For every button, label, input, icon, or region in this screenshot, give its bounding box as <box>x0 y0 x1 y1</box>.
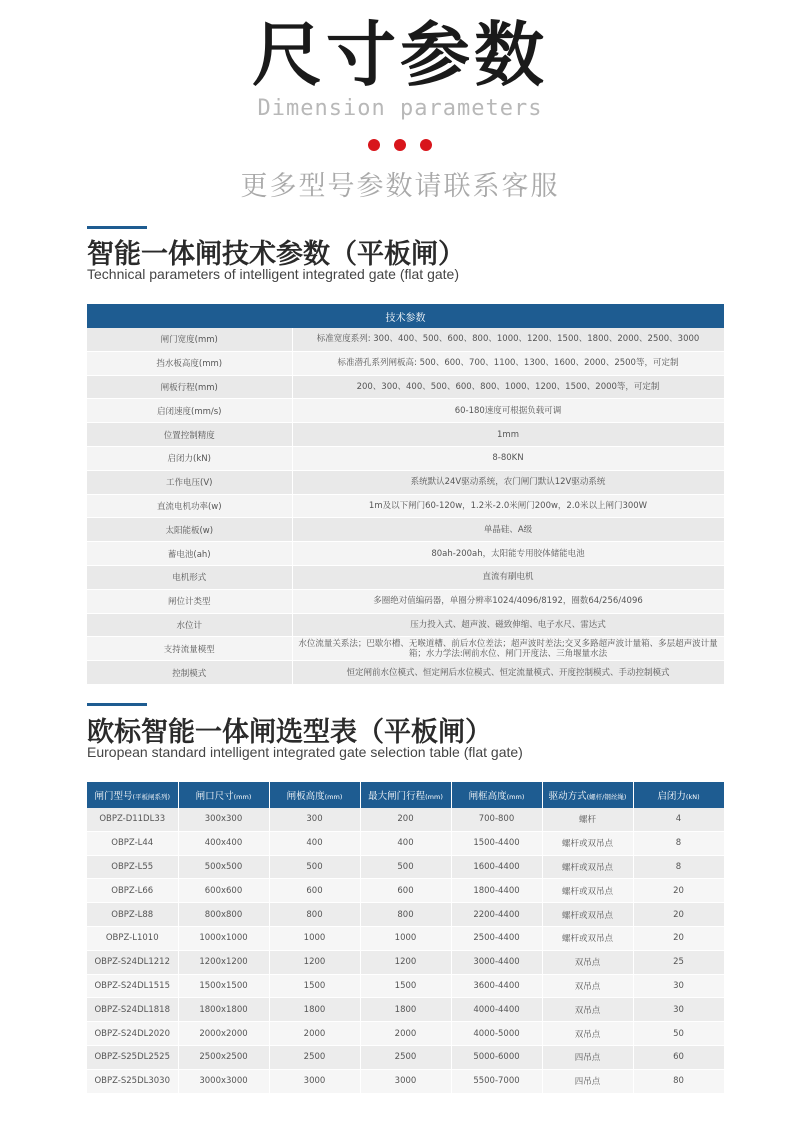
column-header-unit: (平板闸系列) <box>132 793 171 801</box>
param-label: 启闭速度(mm/s) <box>87 399 292 423</box>
table-cell: 60 <box>633 1045 724 1069</box>
section-title-selection: 欧标智能一体闸选型表（平板闸） <box>87 717 492 748</box>
param-label: 太阳能板(w) <box>87 518 292 542</box>
param-label: 蓄电池(ah) <box>87 542 292 566</box>
table-cell: 1200 <box>269 950 360 974</box>
table-cell: 1500x1500 <box>178 974 269 998</box>
table-cell: OBPZ-S25DL2525 <box>87 1045 178 1069</box>
table-cell: 30 <box>633 998 724 1022</box>
param-label: 水位计 <box>87 613 292 637</box>
column-header-unit: (mm) <box>506 793 525 801</box>
table-cell: 1500-4400 <box>451 831 542 855</box>
page-title: 尺寸参数 <box>252 14 548 96</box>
param-value: 1m及以下闸门60-120w，1.2米-2.0米闸门200w，2.0米以上闸门300W <box>292 494 724 518</box>
table-row <box>87 974 724 998</box>
section-subtitle-selection: European standard intelligent integrated gate selection table (flat gate) <box>87 744 523 760</box>
column-header-label: 闸口尺寸 <box>195 791 234 802</box>
param-label: 电机形式 <box>87 565 292 589</box>
param-label: 闸板行程(mm) <box>87 375 292 399</box>
table-cell: 双吊点 <box>542 1022 633 1046</box>
table-row <box>87 879 724 903</box>
table-cell: 螺杆或双吊点 <box>542 855 633 879</box>
table-cell: 5500-7000 <box>451 1069 542 1093</box>
table-row <box>87 494 724 518</box>
param-label: 闸位计类型 <box>87 589 292 613</box>
table-row <box>87 1022 724 1046</box>
table-cell: 1800x1800 <box>178 998 269 1022</box>
table-cell: 4000-4400 <box>451 998 542 1022</box>
table-row <box>87 470 724 494</box>
table-row <box>87 613 724 637</box>
table-row <box>87 637 724 661</box>
table-cell: OBPZ-S24DL1515 <box>87 974 178 998</box>
table-cell: 3000 <box>360 1069 451 1093</box>
table-cell: 30 <box>633 974 724 998</box>
table-cell: OBPZ-S24DL2020 <box>87 1022 178 1046</box>
column-header-unit: (mm) <box>233 793 252 801</box>
table-row <box>87 1069 724 1093</box>
table-cell: 8 <box>633 831 724 855</box>
table-header: 技术参数 <box>87 304 724 328</box>
table-cell: 2500-4400 <box>451 926 542 950</box>
table-cell: 800x800 <box>178 903 269 927</box>
param-value: 200、300、400、500、600、800、1000、1200、1500、2000等，可定制 <box>292 375 724 399</box>
table-cell: 1200 <box>360 950 451 974</box>
table-cell: 1500 <box>269 974 360 998</box>
param-value: 压力投入式、超声波、磁致伸缩、电子水尺、雷达式 <box>292 613 724 637</box>
table-cell: 螺杆或双吊点 <box>542 831 633 855</box>
column-header-unit: (螺杆/钢丝绳) <box>586 793 627 801</box>
table-cell: 2500 <box>360 1045 451 1069</box>
table-cell: 1000x1000 <box>178 926 269 950</box>
table-cell: 四吊点 <box>542 1069 633 1093</box>
table-cell: 800 <box>360 903 451 927</box>
table-cell: 300x300 <box>178 808 269 831</box>
section-divider <box>87 703 147 706</box>
param-value: 水位流量关系法；巴歇尔槽、无喉道槽、前后水位差法；超声波时差法;交叉多路超声波计量箱、多层超声波计量箱；水力学法:闸前水位、闸门开度法、三角堰量水法 <box>292 637 724 661</box>
param-label: 位置控制精度 <box>87 423 292 447</box>
table-cell: 400 <box>269 831 360 855</box>
table-cell: OBPZ-S24DL1212 <box>87 950 178 974</box>
section-subtitle-tech: Technical parameters of intelligent integrated gate (flat gate) <box>87 266 459 282</box>
table-cell: 双吊点 <box>542 998 633 1022</box>
table-cell: 2000x2000 <box>178 1022 269 1046</box>
table-cell: 四吊点 <box>542 1045 633 1069</box>
column-header <box>269 782 360 808</box>
red-dot-icon <box>420 139 432 151</box>
table-cell: 1800 <box>360 998 451 1022</box>
table-cell: 25 <box>633 950 724 974</box>
table-cell: 800 <box>269 903 360 927</box>
table-cell: 4000-5000 <box>451 1022 542 1046</box>
table-row <box>87 328 724 351</box>
param-label: 挡水板高度(mm) <box>87 351 292 375</box>
table-cell: 600 <box>360 879 451 903</box>
param-label: 启闭力(kN) <box>87 446 292 470</box>
column-header <box>633 782 724 808</box>
table-cell: 3000x3000 <box>178 1069 269 1093</box>
column-header <box>451 782 542 808</box>
table-row <box>87 542 724 566</box>
table-row <box>87 831 724 855</box>
table-row <box>87 808 724 831</box>
table-row <box>87 926 724 950</box>
table-cell: 1000 <box>269 926 360 950</box>
param-label: 控制模式 <box>87 661 292 685</box>
table-cell: 80 <box>633 1069 724 1093</box>
table-cell: OBPZ-S25DL3030 <box>87 1069 178 1093</box>
table-cell: 5000-6000 <box>451 1045 542 1069</box>
table-row <box>87 351 724 375</box>
table-cell: 2500 <box>269 1045 360 1069</box>
section-divider <box>87 226 147 229</box>
table-cell: 20 <box>633 879 724 903</box>
table-cell: 1800-4400 <box>451 879 542 903</box>
param-value: 多圈绝对值编码器，单圈分辨率1024/4096/8192，圈数64/256/4096 <box>292 589 724 613</box>
param-value: 单晶硅、A级 <box>292 518 724 542</box>
table-cell: 50 <box>633 1022 724 1046</box>
table-cell: 700-800 <box>451 808 542 831</box>
contact-note: 更多型号参数请联系客服 <box>240 171 560 202</box>
table-cell: 螺杆或双吊点 <box>542 926 633 950</box>
table-row <box>87 903 724 927</box>
table-cell: 400x400 <box>178 831 269 855</box>
table-cell: 1500 <box>360 974 451 998</box>
param-value: 标准宽度系列: 300、400、500、600、800、1000、1200、1500、1800、2000、2500、3000 <box>292 328 724 351</box>
column-header <box>360 782 451 808</box>
table-cell: 20 <box>633 903 724 927</box>
column-header <box>87 782 178 808</box>
table-cell: 500 <box>360 855 451 879</box>
table-cell: 1200x1200 <box>178 950 269 974</box>
table-cell: 1800 <box>269 998 360 1022</box>
param-value: 80ah-200ah，太阳能专用胶体储能电池 <box>292 542 724 566</box>
column-header-label: 启闭力 <box>657 791 686 802</box>
table-cell: 双吊点 <box>542 974 633 998</box>
table-cell: 400 <box>360 831 451 855</box>
table-cell: 200 <box>360 808 451 831</box>
table-cell: OBPZ-L88 <box>87 903 178 927</box>
table-cell: 1000 <box>360 926 451 950</box>
table-cell: 2000 <box>269 1022 360 1046</box>
red-dot-icon <box>368 139 380 151</box>
table-cell: 600x600 <box>178 879 269 903</box>
column-header-label: 闸板高度 <box>286 791 325 802</box>
table-cell: 3000 <box>269 1069 360 1093</box>
table-cell: 500x500 <box>178 855 269 879</box>
page-subtitle: Dimension parameters <box>257 96 543 121</box>
selection-table <box>87 782 725 1094</box>
table-row <box>87 446 724 470</box>
table-row <box>87 589 724 613</box>
param-value: 8-80KN <box>292 446 724 470</box>
table-cell: 300 <box>269 808 360 831</box>
table-cell: OBPZ-L44 <box>87 831 178 855</box>
table-cell: 螺杆或双吊点 <box>542 903 633 927</box>
param-value: 60-180速度可根据负载可调 <box>292 399 724 423</box>
table-cell: 20 <box>633 926 724 950</box>
param-label: 直流电机功率(w) <box>87 494 292 518</box>
table-row <box>87 399 724 423</box>
table-row <box>87 1045 724 1069</box>
table-cell: 8 <box>633 855 724 879</box>
tech-params-table <box>87 304 725 685</box>
param-value: 直流有刷电机 <box>292 565 724 589</box>
column-header-unit: (mm) <box>324 793 343 801</box>
table-cell: 螺杆 <box>542 808 633 831</box>
column-header-label: 驱动方式 <box>548 791 587 802</box>
param-value: 标准潜孔系列闸板高: 500、600、700、1100、1300、1600、2000、2500等，可定制 <box>292 351 724 375</box>
column-header-label: 闸框高度 <box>468 791 507 802</box>
table-cell: 双吊点 <box>542 950 633 974</box>
table-row <box>87 855 724 879</box>
table-cell: 600 <box>269 879 360 903</box>
table-row <box>87 950 724 974</box>
red-dot-icon <box>394 139 406 151</box>
table-row <box>87 998 724 1022</box>
table-cell: 1600-4400 <box>451 855 542 879</box>
param-label: 工作电压(V) <box>87 470 292 494</box>
column-header-unit: (kN) <box>685 793 700 801</box>
column-header <box>542 782 633 808</box>
table-cell: OBPZ-L1010 <box>87 926 178 950</box>
table-cell: 3600-4400 <box>451 974 542 998</box>
column-header <box>178 782 269 808</box>
decorative-dots <box>0 139 800 151</box>
table-cell: 4 <box>633 808 724 831</box>
table-row <box>87 423 724 447</box>
table-row <box>87 375 724 399</box>
param-label: 支持流量模型 <box>87 637 292 661</box>
column-header-label: 闸门型号 <box>94 791 133 802</box>
section-title-tech: 智能一体闸技术参数（平板闸） <box>87 239 465 270</box>
table-cell: 2000 <box>360 1022 451 1046</box>
column-header-unit: (mm) <box>425 793 443 801</box>
table-row <box>87 565 724 589</box>
table-row <box>87 518 724 542</box>
table-cell: 3000-4400 <box>451 950 542 974</box>
column-header-label: 最大闸门行程 <box>368 791 426 802</box>
param-label: 闸门宽度(mm) <box>87 328 292 351</box>
table-cell: OBPZ-D11DL33 <box>87 808 178 831</box>
param-value: 1mm <box>292 423 724 447</box>
table-row <box>87 661 724 685</box>
table-cell: OBPZ-S24DL1818 <box>87 998 178 1022</box>
param-value: 恒定闸前水位模式、恒定闸后水位模式、恒定流量模式、开度控制模式、手动控制模式 <box>292 661 724 685</box>
table-cell: OBPZ-L66 <box>87 879 178 903</box>
param-value: 系统默认24V驱动系统，农门闸门默认12V驱动系统 <box>292 470 724 494</box>
table-cell: OBPZ-L55 <box>87 855 178 879</box>
table-cell: 2500x2500 <box>178 1045 269 1069</box>
table-cell: 螺杆或双吊点 <box>542 879 633 903</box>
table-cell: 2200-4400 <box>451 903 542 927</box>
table-cell: 500 <box>269 855 360 879</box>
